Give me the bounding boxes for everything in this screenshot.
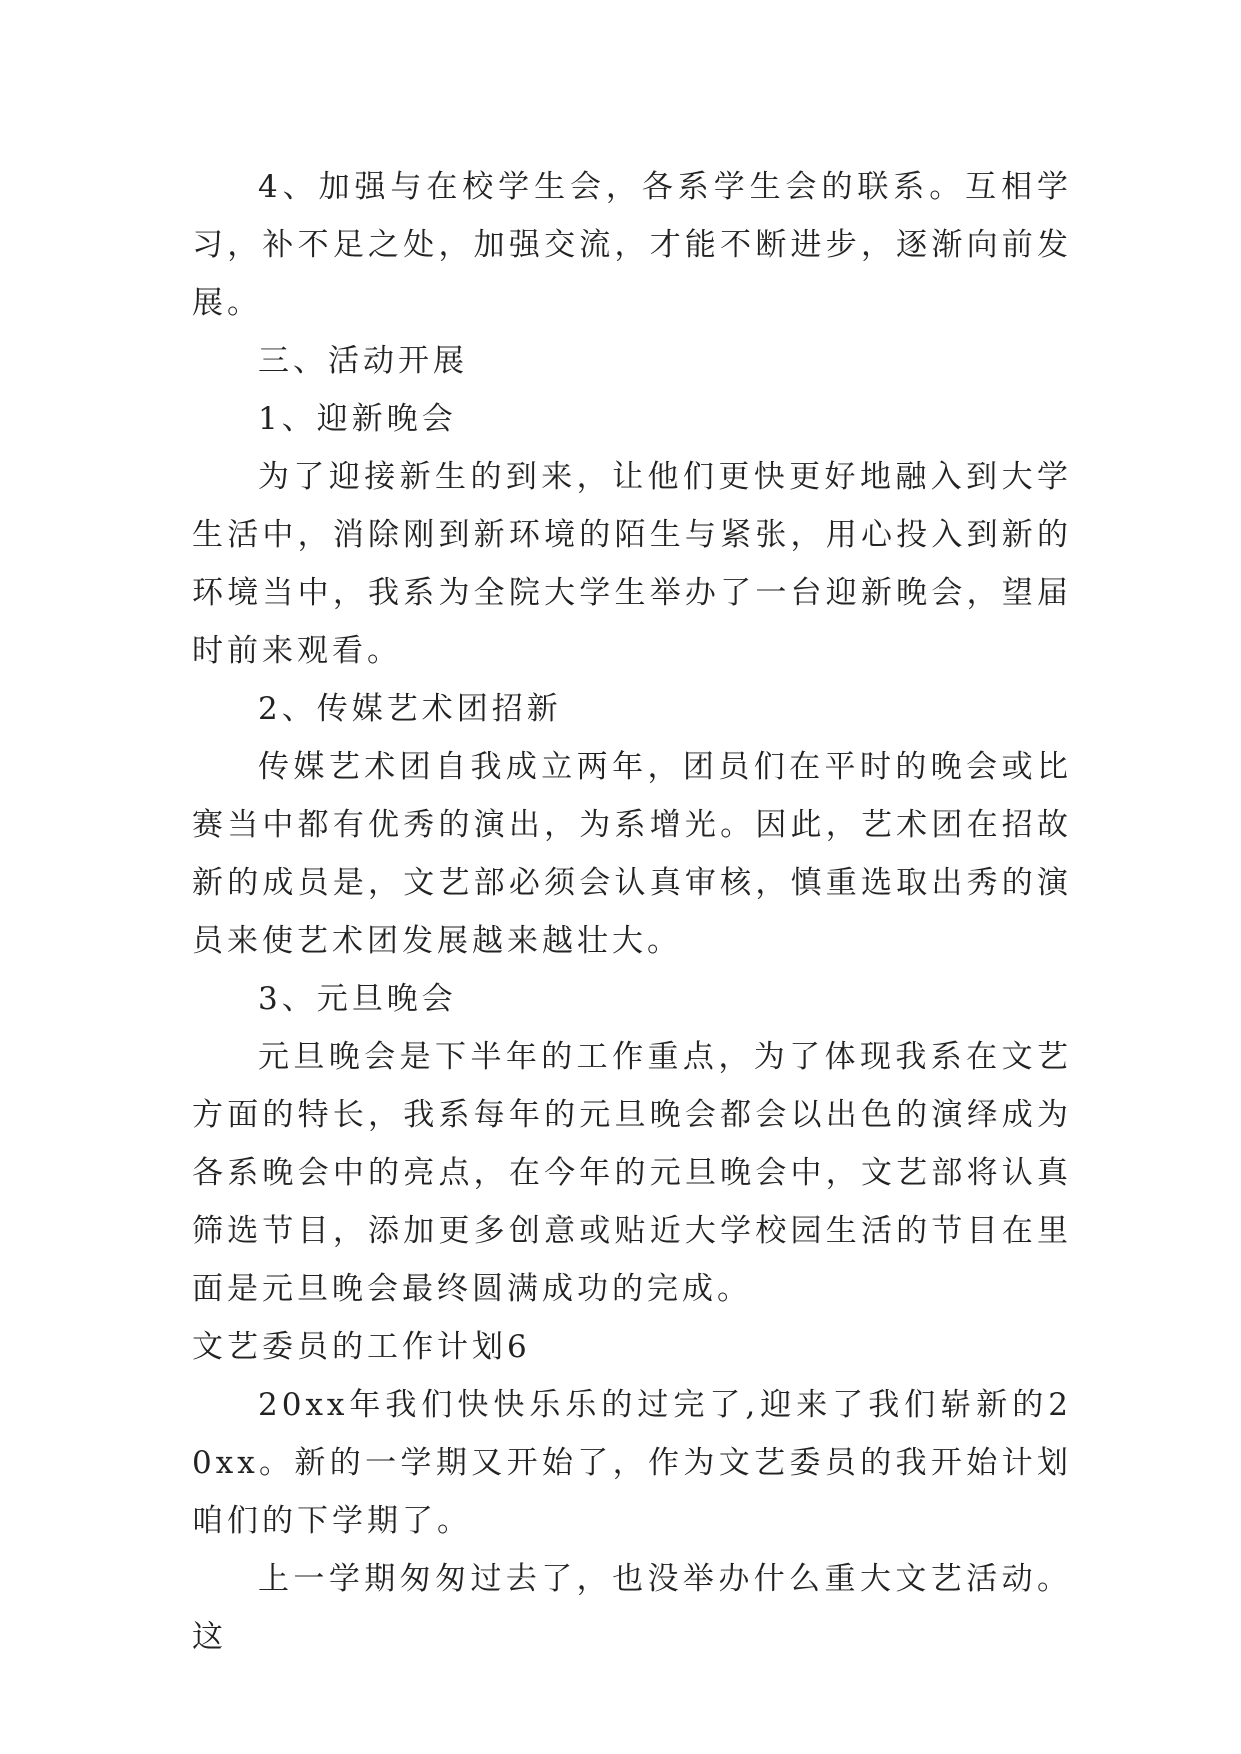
document-page bbox=[192, 158, 1072, 1666]
item-heading-new-year-party: 3、元旦晚会 bbox=[258, 981, 457, 1017]
paragraph-last-semester: 上一学期匆匆过去了，也没举办什么重大文艺活动。这 bbox=[192, 1561, 1072, 1655]
article-title-plan-6: 文艺委员的工作计划6 bbox=[192, 1329, 531, 1365]
item-heading-art-troupe: 2、传媒艺术团招新 bbox=[258, 691, 562, 727]
paragraph-new-year-party: 元旦晚会是下半年的工作重点，为了体现我系在文艺方面的特长，我系每年的元旦晚会都会以出色的演绎成为各系晚会中的亮点，在今年的元旦晚会中，文艺部将认真筛选节目，添加更多创意或贴近大学校园生活的节目在里面是元旦晚会最终圆满成功的完成。 bbox=[192, 1039, 1072, 1307]
section-heading-activities: 三、活动开展 bbox=[258, 343, 468, 379]
paragraph-strengthen-contact: 4、加强与在校学生会，各系学生会的联系。互相学习，补不足之处，加强交流，才能不断进步，逐渐向前发展。 bbox=[192, 169, 1072, 321]
paragraph-art-troupe: 传媒艺术团自我成立两年，团员们在平时的晚会或比赛当中都有优秀的演出，为系增光。因此，艺术团在招故新的成员是，文艺部必须会认真审核，慎重选取出秀的演员来使艺术团发展越来越壮大。 bbox=[192, 749, 1072, 959]
item-heading-welcome-party: 1、迎新晚会 bbox=[258, 401, 457, 437]
paragraph-welcome-party: 为了迎接新生的到来，让他们更快更好地融入到大学生活中，消除刚到新环境的陌生与紧张，用心投入到新的环境当中，我系为全院大学生举办了一台迎新晚会，望届时前来观看。 bbox=[192, 459, 1072, 669]
paragraph-new-semester: 20xx年我们快快乐乐的过完了,迎来了我们崭新的20xx。新的一学期又开始了，作为文艺委员的我开始计划咱们的下学期了。 bbox=[192, 1387, 1072, 1539]
